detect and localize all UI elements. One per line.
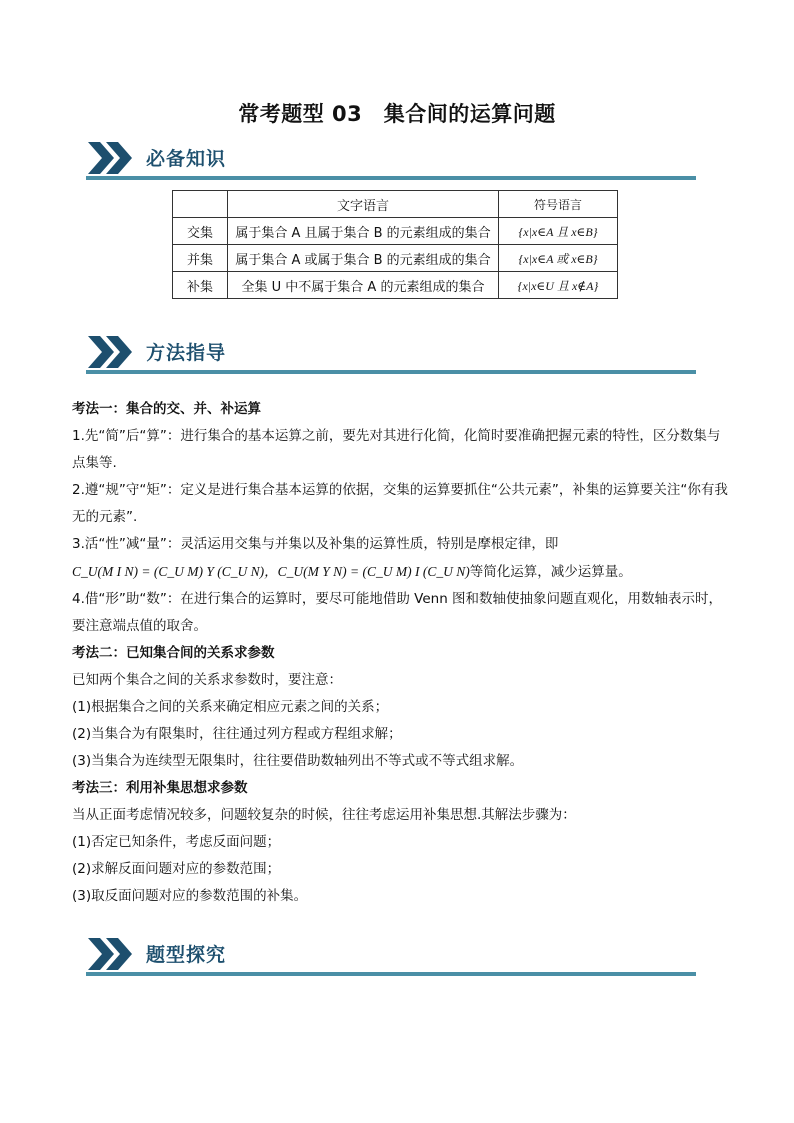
- formula-line: [72, 558, 732, 586]
- table-cell-name: 交集: [173, 218, 228, 245]
- section-title: 方法指导: [146, 342, 227, 364]
- paragraph: 2.遵“规”守“矩”：定义是进行集合基本运算的依据，交集的运算要抓住“公共元素”，补集的运算要关注“你有我无的元素”.: [72, 482, 728, 525]
- double-chevron-icon: [86, 334, 136, 370]
- section-title: 题型探究: [146, 944, 227, 966]
- paragraph: (2)当集合为有限集时，往往通过列方程或方程组求解；: [72, 726, 402, 742]
- paragraph: (1)否定已知条件，考虑反面问题；: [72, 834, 281, 850]
- table-cell-symbol: {x|x∈A 或 x∈B}: [499, 245, 618, 272]
- table-cell-symbol: {x|x∈U 且 x∉A}: [499, 272, 618, 299]
- paragraph: (3)当集合为连续型无限集时，往往要借助数轴列出不等式或不等式组求解。: [72, 753, 524, 769]
- section-header-types: [86, 936, 696, 976]
- paragraph: (2)求解反面问题对应的参数范围；: [72, 861, 281, 877]
- paragraph: 1.先“简”后“算”：进行集合的基本运算之前，要先对其进行化简，化简时要准确把握元素的特性，区分数集与点集等.: [72, 428, 721, 471]
- table-cell-text: 属于集合 A 且属于集合 B 的元素组成的集合: [228, 218, 499, 245]
- paragraph: (1)根据集合之间的关系来确定相应元素之间的关系；: [72, 699, 389, 715]
- double-chevron-icon: [86, 140, 136, 176]
- table-cell-text: 全集 U 中不属于集合 A 的元素组成的集合: [228, 272, 499, 299]
- method-heading: 考法三：利用补集思想求参数: [72, 780, 248, 796]
- section-header-knowledge: [86, 140, 696, 180]
- formula: C_U(M I N) = (C_U M) Y (C_U N)，C_U(M Y N) = (C_U M) I (C_U N): [72, 564, 470, 579]
- paragraph: (3)取反面问题对应的参数范围的补集。: [72, 888, 308, 904]
- table-row: [173, 272, 618, 299]
- section-divider: [86, 972, 696, 976]
- table-header-cell: 符号语言: [499, 191, 618, 218]
- method-content: [72, 396, 732, 910]
- section-divider: [86, 370, 696, 374]
- page-title: 常考题型 03 集合间的运算问题: [238, 102, 556, 126]
- double-chevron-icon: [86, 936, 136, 972]
- section-title: 必备知识: [146, 148, 227, 170]
- paragraph: 4.借“形”助“数”：在进行集合的运算时，要尽可能地借助 Venn 图和数轴使抽象问题直观化，用数轴表示时，要注意端点值的取舍。: [72, 591, 723, 634]
- section-divider: [86, 176, 696, 180]
- table-header-cell: 文字语言: [228, 191, 499, 218]
- knowledge-table: [172, 190, 618, 299]
- method-heading: 考法二：已知集合间的关系求参数: [72, 645, 275, 661]
- paragraph: 当从正面考虑情况较多，问题较复杂的时候，往往考虑运用补集思想.其解法步骤为：: [72, 807, 576, 823]
- table-header-cell: [173, 191, 228, 218]
- table-row: [173, 245, 618, 272]
- table-header-row: [173, 191, 618, 218]
- table-cell-symbol: {x|x∈A 且 x∈B}: [499, 218, 618, 245]
- table-cell-text: 属于集合 A 或属于集合 B 的元素组成的集合: [228, 245, 499, 272]
- paragraph: 已知两个集合之间的关系求参数时，要注意：: [72, 672, 342, 688]
- formula-tail: 等简化运算，减少运算量。: [469, 564, 632, 580]
- paragraph: 3.活“性”减“量”：灵活运用交集与并集以及补集的运算性质，特别是摩根定律，即: [72, 536, 559, 552]
- method-heading: 考法一：集合的交、并、补运算: [72, 401, 261, 417]
- table-cell-name: 补集: [173, 272, 228, 299]
- table-row: [173, 218, 618, 245]
- section-header-method: [86, 334, 696, 374]
- table-cell-name: 并集: [173, 245, 228, 272]
